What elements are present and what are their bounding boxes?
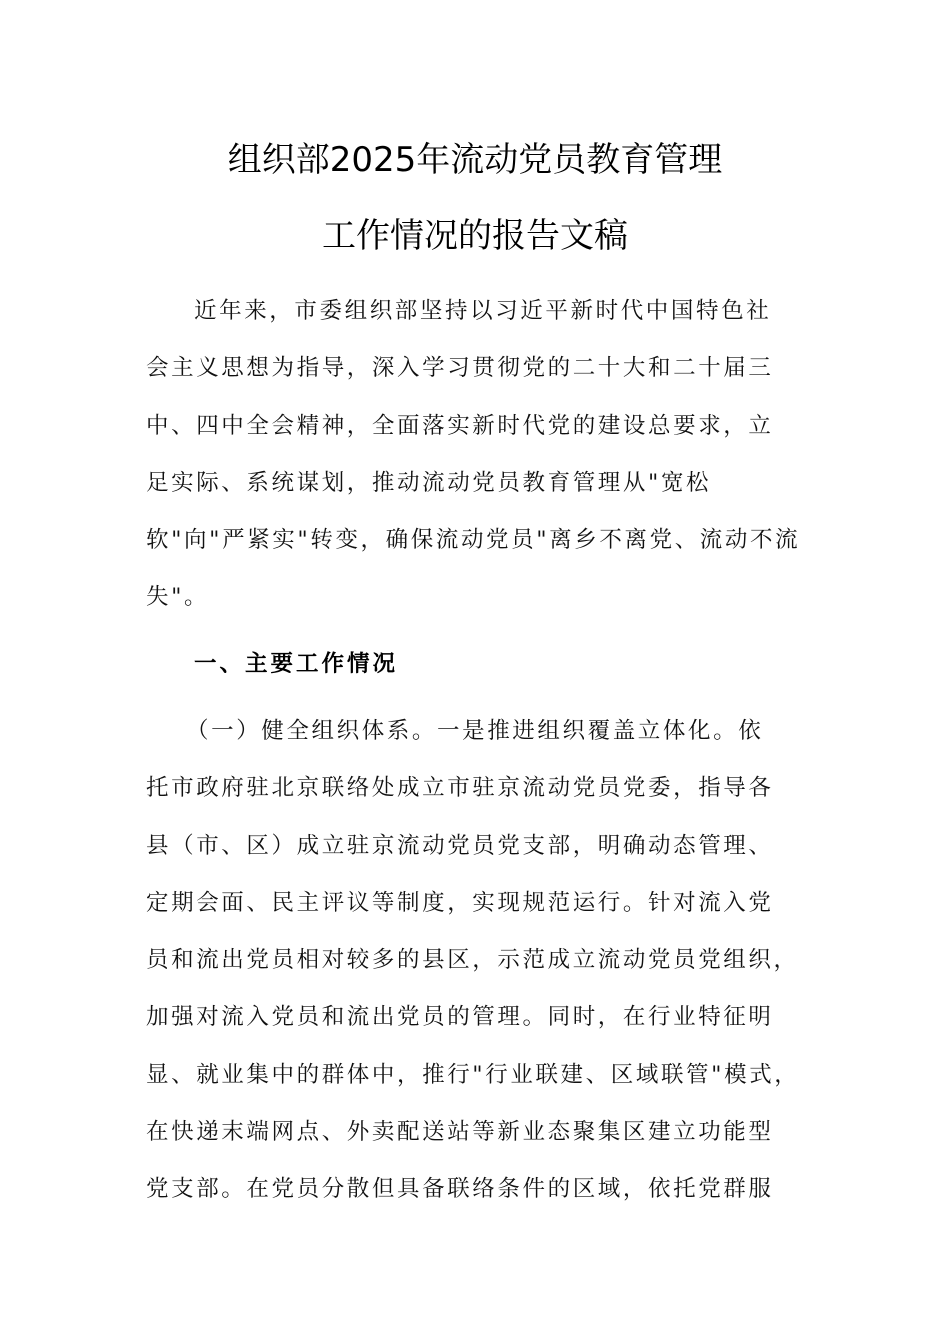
document-title-line-1: 组织部2025年流动党员教育管理 xyxy=(227,140,723,180)
section-heading: 一、主要工作情况 xyxy=(194,651,399,677)
intro-paragraph xyxy=(146,283,806,627)
paragraph-line: 员和流出党员相对较多的县区，示范成立流动党员党组织， xyxy=(146,947,799,974)
paragraph-line: 托市政府驻北京联络处成立市驻京流动党员党委，指导各 xyxy=(146,775,774,802)
paragraph-line: 定期会面、民主评议等制度，实现规范运行。针对流入党 xyxy=(146,889,774,916)
paragraph-line: 在快递末端网点、外卖配送站等新业态聚集区建立功能型 xyxy=(146,1119,774,1146)
paragraph-line: 中、四中全会精神，全面落实新时代党的建设总要求，立 xyxy=(146,412,774,439)
paragraph-line: 软"向"严紧实"转变，确保流动党员"离乡不离党、流动不流 xyxy=(146,527,801,554)
document-title-line-2: 工作情况的报告文稿 xyxy=(322,216,628,256)
paragraph-line: 足实际、系统谋划，推动流动党员教育管理从"宽松 xyxy=(146,469,712,496)
paragraph-line: 加强对流入党员和流出党员的管理。同时，在行业特征明 xyxy=(146,1004,774,1031)
paragraph-line: 会主义思想为指导，深入学习贯彻党的二十大和二十届三 xyxy=(146,355,774,382)
paragraph-line: 显、就业集中的群体中，推行"行业联建、区域联管"模式， xyxy=(146,1061,800,1088)
section-paragraph xyxy=(146,703,806,1219)
paragraph-line: 县（市、区）成立驻京流动党员党支部，明确动态管理、 xyxy=(146,832,774,859)
paragraph-line: 党支部。在党员分散但具备联络条件的区域，依托党群服 xyxy=(146,1176,774,1203)
paragraph-line: 近年来，市委组织部坚持以习近平新时代中国特色社 xyxy=(194,298,772,324)
paragraph-line: 失"。 xyxy=(146,584,210,611)
paragraph-line: （一）健全组织体系。一是推进组织覆盖立体化。依 xyxy=(186,718,764,744)
